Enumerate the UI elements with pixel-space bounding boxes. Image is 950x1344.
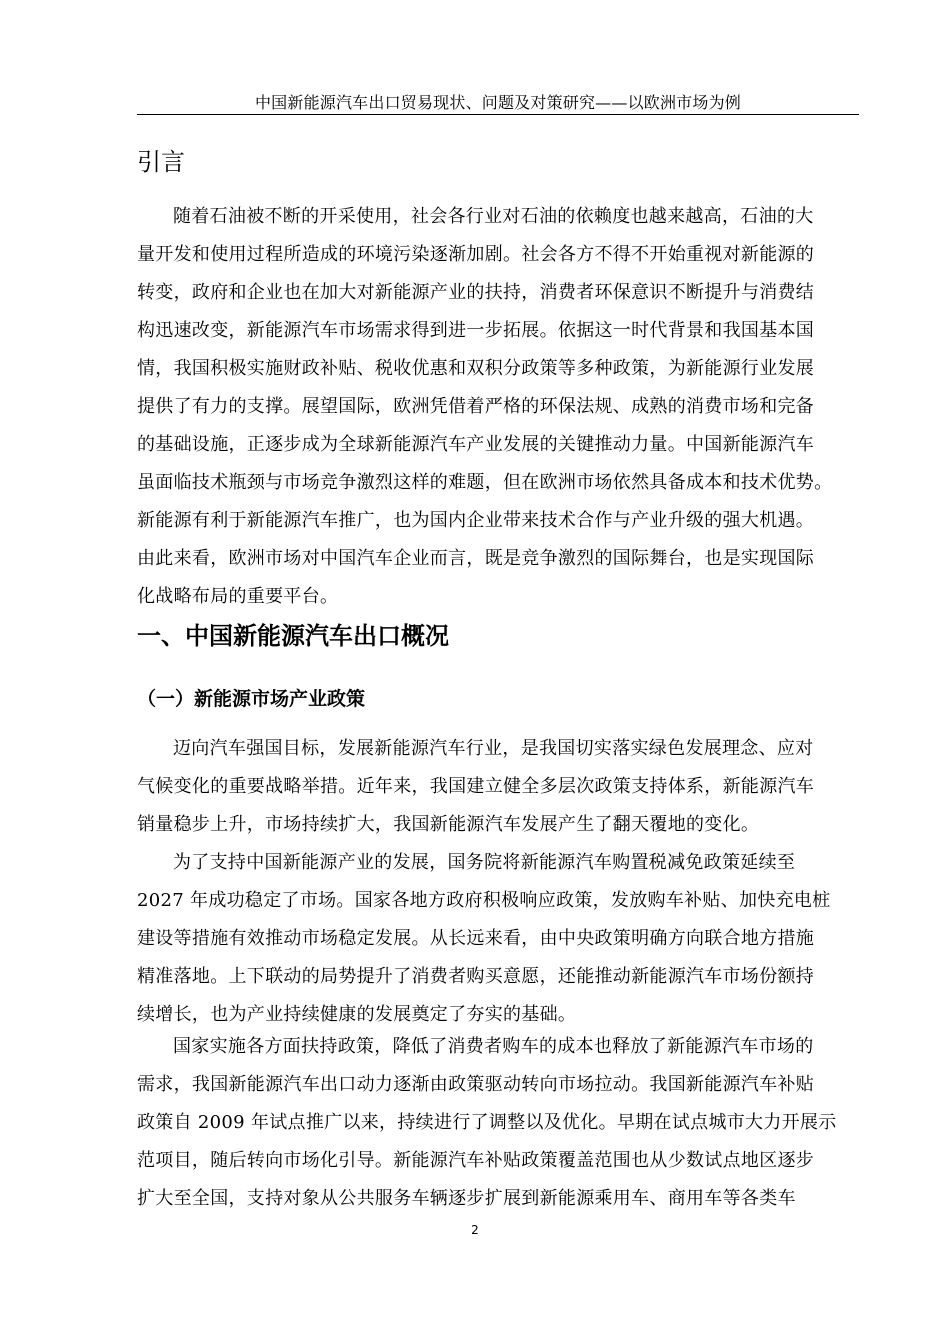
text-line: 需求，我国新能源汽车出口动力逐渐由政策驱动转向市场拉动。我国新能源汽车补贴 xyxy=(137,1074,815,1095)
text-line: 新能源有利于新能源汽车推广，也为国内企业带来技术合作与产业升级的强大机遇。 xyxy=(137,510,815,531)
text-line: 范项目，随后转向市场化引导。新能源汽车补贴政策覆盖范围也从少数试点地区逐步 xyxy=(137,1150,815,1171)
paragraph-3 xyxy=(137,1028,867,1218)
intro-paragraph xyxy=(137,198,867,616)
text-line: 随着石油被不断的开采使用，社会各行业对石油的依赖度也越来越高，石油的大 xyxy=(173,206,814,227)
page-number: 2 xyxy=(471,1223,479,1237)
text-line: 迈向汽车强国目标，发展新能源汽车行业，是我国切实落实绿色发展理念、应对 xyxy=(173,738,814,759)
chapter-heading: 一、中国新能源汽车出口概况 xyxy=(137,622,449,650)
text-line: 气候变化的重要战略举措。近年来，我国建立健全多层次政策支持体系，新能源汽车 xyxy=(137,776,815,797)
text-line: 构迅速改变，新能源汽车市场需求得到进一步拓展。依据这一时代背景和我国基本国 xyxy=(137,320,815,341)
header-rule xyxy=(137,114,859,115)
intro-heading: 引言 xyxy=(137,148,185,176)
text-line: 精准落地。上下联动的局势提升了消费者购买意愿，还能推动新能源汽车市场份额持 xyxy=(137,966,815,987)
text-line: 化战略布局的重要平台。 xyxy=(137,586,339,607)
text-line: 政策自 2009 年试点推广以来，持续进行了调整以及优化。早期在试点城市大力开展示 xyxy=(137,1112,837,1133)
text-line: 2027 年成功稳定了市场。国家各地方政府积极响应政策，发放购车补贴、加快充电桩 xyxy=(137,890,831,911)
section-heading: （一）新能源市场产业政策 xyxy=(137,688,366,710)
text-line: 为了支持中国新能源产业的发展，国务院将新能源汽车购置税减免政策延续至 xyxy=(173,852,796,873)
text-line: 的基础设施，正逐步成为全球新能源汽车产业发展的关键推动力量。中国新能源汽车 xyxy=(137,434,815,455)
text-line: 扩大至全国，支持对象从公共服务车辆逐步扩展到新能源乘用车、商用车等各类车 xyxy=(137,1188,796,1209)
text-line: 转变，政府和企业也在加大对新能源产业的扶持，消费者环保意识不断提升与消费结 xyxy=(137,282,815,303)
text-line: 国家实施各方面扶持政策，降低了消费者购车的成本也释放了新能源汽车市场的 xyxy=(173,1036,814,1057)
text-line: 虽面临技术瓶颈与市场竞争激烈这样的难题，但在欧洲市场依然具备成本和技术优势。 xyxy=(137,472,833,493)
paragraph-2 xyxy=(137,844,867,1034)
text-line: 建设等措施有效推动市场稳定发展。从长远来看，由中央政策明确方向联合地方措施 xyxy=(137,928,815,949)
paragraph-1 xyxy=(137,730,867,844)
text-line: 销量稳步上升，市场持续扩大，我国新能源汽车发展产生了翻天覆地的变化。 xyxy=(137,814,760,835)
text-line: 量开发和使用过程所造成的环境污染逐渐加剧。社会各方不得不开始重视对新能源的 xyxy=(137,244,815,265)
running-header: 中国新能源汽车出口贸易现状、问题及对策研究——以欧洲市场为例 xyxy=(254,93,741,112)
text-line: 提供了有力的支撑。展望国际，欧洲凭借着严格的环保法规、成熟的消费市场和完备 xyxy=(137,396,815,417)
text-line: 续增长，也为产业持续健康的发展奠定了夯实的基础。 xyxy=(137,1004,577,1025)
text-line: 由此来看，欧洲市场对中国汽车企业而言，既是竞争激烈的国际舞台，也是实现国际 xyxy=(137,548,815,569)
text-line: 情，我国积极实施财政补贴、税收优惠和双积分政策等多种政策，为新能源行业发展 xyxy=(137,358,815,379)
